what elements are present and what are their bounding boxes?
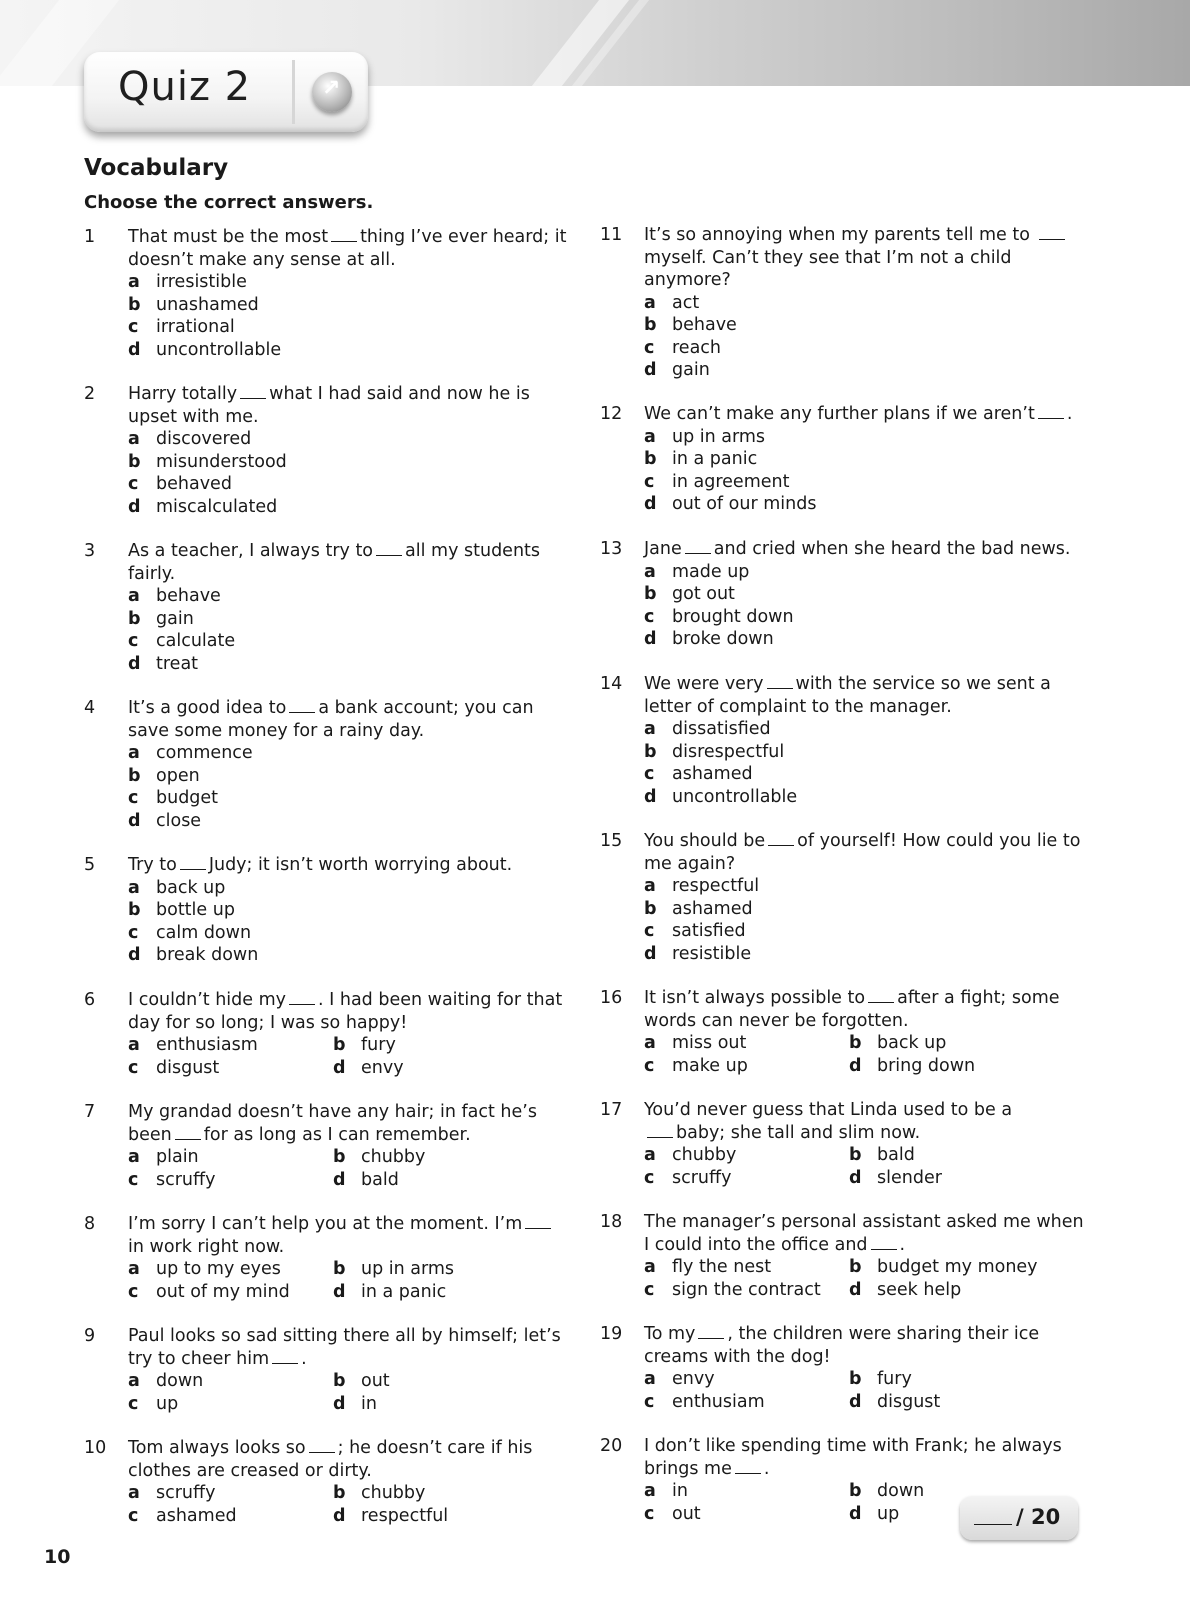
option-list xyxy=(128,585,235,675)
question-stem: Jane and cried when she heard the bad news. xyxy=(644,539,1071,559)
answer-blank[interactable] xyxy=(698,1324,724,1339)
option[interactable]: a act xyxy=(644,292,700,313)
option[interactable]: d bring down xyxy=(849,1055,976,1076)
option-list xyxy=(644,1144,1064,1189)
answer-blank[interactable] xyxy=(871,1235,897,1250)
option[interactable]: a enthusiasm xyxy=(128,1035,258,1055)
question-number: 15 xyxy=(600,831,623,851)
option-list xyxy=(644,426,816,516)
question-stem: I’m sorry I can’t help you at the moment. I’min work right now. xyxy=(128,1213,568,1258)
answer-blank[interactable] xyxy=(272,1349,298,1364)
option[interactable]: b up in arms xyxy=(333,1259,455,1279)
option[interactable]: c calm down xyxy=(128,922,252,943)
option-list xyxy=(644,1032,1064,1077)
option[interactable]: c out xyxy=(644,1503,701,1524)
option[interactable]: c irrational xyxy=(128,317,235,337)
option[interactable]: d resistible xyxy=(644,943,752,964)
option[interactable]: b fury xyxy=(849,1369,912,1389)
option[interactable]: a irresistible xyxy=(128,272,247,292)
question-number: 4 xyxy=(84,698,96,718)
tab-divider xyxy=(292,60,295,124)
option-list xyxy=(128,1146,548,1191)
option[interactable]: b chubby xyxy=(333,1483,426,1503)
option[interactable]: b misunderstood xyxy=(128,451,287,472)
option[interactable]: b chubby xyxy=(333,1147,426,1167)
question-number: 8 xyxy=(84,1214,96,1234)
option-list xyxy=(128,1034,548,1079)
option[interactable]: a up to my eyes xyxy=(128,1259,281,1279)
option[interactable]: d in a panic xyxy=(333,1281,447,1302)
option-list xyxy=(128,1258,548,1303)
question-stem: That must be the most thing I’ve ever heard; it doesn’t make any sense at all. xyxy=(128,227,567,270)
answer-blank[interactable] xyxy=(240,384,266,399)
question-stem: The manager’s personal assistant asked me when I could into the office and . xyxy=(644,1212,1084,1255)
option[interactable]: c behaved xyxy=(128,474,232,494)
option[interactable]: c make up xyxy=(644,1055,748,1076)
option[interactable]: d bald xyxy=(333,1169,399,1190)
option[interactable]: b behave xyxy=(644,315,737,335)
option[interactable]: a fly the nest xyxy=(644,1257,772,1277)
question-stem: It’s a good idea to a bank account; you can save some money for a rainy day. xyxy=(128,698,534,741)
section-title: Vocabulary xyxy=(84,155,229,181)
answer-blank[interactable] xyxy=(768,831,794,846)
option-list xyxy=(644,1368,1064,1413)
answer-blank[interactable] xyxy=(525,1214,551,1229)
question-number: 12 xyxy=(600,404,623,424)
option[interactable]: c reach xyxy=(644,337,722,358)
option[interactable]: a scruffy xyxy=(128,1483,216,1503)
answer-blank[interactable] xyxy=(289,990,315,1005)
option[interactable]: a chubby xyxy=(644,1145,737,1165)
option[interactable]: d treat xyxy=(128,653,199,674)
arrow-circle-icon: ↗ xyxy=(312,72,352,112)
option[interactable]: b in a panic xyxy=(644,449,758,469)
answer-blank[interactable] xyxy=(1039,225,1065,240)
option[interactable]: d disgust xyxy=(849,1391,941,1412)
question-stem: You should be of yourself! How could you lie to me again? xyxy=(644,831,1081,874)
question-stem: My grandad doesn’t have any hair; in fact he’s been for as long as I can remember. xyxy=(128,1102,537,1145)
option[interactable]: a respectful xyxy=(644,876,760,896)
option[interactable]: c sign the contract xyxy=(644,1279,821,1300)
instruction: Choose the correct answers. xyxy=(84,192,374,213)
question-stem: We can’t make any further plans if we aren’t . xyxy=(644,404,1073,424)
option[interactable]: d uncontrollable xyxy=(644,786,798,807)
option[interactable]: a made up xyxy=(644,561,750,582)
option[interactable]: a dissatisfied xyxy=(644,719,771,739)
option[interactable]: d envy xyxy=(333,1057,404,1078)
answer-blank[interactable] xyxy=(175,1125,201,1140)
page-number: 10 xyxy=(44,1546,71,1568)
answer-blank[interactable] xyxy=(767,674,793,689)
question-stem: It’s so annoying when my parents tell me to myself. Can’t they see that I’m not a child anymore? xyxy=(644,224,1074,292)
answer-blank[interactable] xyxy=(180,855,206,870)
score-box xyxy=(960,1496,1078,1540)
option[interactable]: b gain xyxy=(128,608,194,629)
option[interactable]: d close xyxy=(128,810,202,831)
question-number: 16 xyxy=(600,988,623,1008)
question-stem: Tom always looks so ; he doesn’t care if his clothes are creased or dirty. xyxy=(128,1438,533,1481)
question-stem: It isn’t always possible to after a fight; some words can never be forgotten. xyxy=(644,988,1060,1031)
option[interactable]: a miss out xyxy=(644,1033,747,1053)
question-stem: We were very with the service so we sent a letter of complaint to the manager. xyxy=(644,674,1051,717)
option[interactable]: d gain xyxy=(644,360,710,380)
question-stem: To my , the children were sharing their ice creams with the dog! xyxy=(644,1324,1040,1367)
option[interactable]: c in agreement xyxy=(644,471,790,492)
question-stem: Harry totally what I had said and now he is upset with me. xyxy=(128,384,530,427)
score-total: / 20 xyxy=(1016,1505,1061,1529)
question-number: 14 xyxy=(600,674,623,694)
answer-blank[interactable] xyxy=(685,539,711,554)
option[interactable]: b open xyxy=(128,765,200,786)
option[interactable]: c scruffy xyxy=(128,1169,216,1190)
question-stem: I couldn’t hide my . I had been waiting for that day for so long; I was so happy! xyxy=(128,990,563,1033)
question-number: 7 xyxy=(84,1102,96,1122)
option[interactable]: d slender xyxy=(849,1167,942,1188)
option[interactable]: a behave xyxy=(128,586,221,606)
question-number: 11 xyxy=(600,225,623,245)
option[interactable]: c disgust xyxy=(128,1057,220,1078)
option[interactable]: b bottle up xyxy=(128,900,235,920)
question-number: 6 xyxy=(84,990,96,1010)
option-list xyxy=(644,1256,1064,1301)
question-number: 3 xyxy=(84,541,96,561)
option[interactable]: b ashamed xyxy=(644,898,753,919)
answer-blank[interactable] xyxy=(868,988,894,1003)
option[interactable]: a plain xyxy=(128,1147,199,1167)
option-list xyxy=(128,428,287,518)
answer-blank[interactable] xyxy=(1038,404,1064,419)
option-list xyxy=(128,877,258,967)
question-number: 2 xyxy=(84,384,96,404)
quiz-title: Quiz 2 xyxy=(118,64,252,110)
question-stem: You’d never guess that Linda used to be ababy; she tall and slim now. xyxy=(644,1100,1013,1143)
option[interactable]: c scruffy xyxy=(644,1167,732,1188)
option[interactable]: c budget xyxy=(128,788,219,808)
question-number: 18 xyxy=(600,1212,623,1232)
option[interactable]: a discovered xyxy=(128,429,252,449)
option[interactable]: c ashamed xyxy=(644,764,753,784)
question-number: 1 xyxy=(84,227,96,247)
question-number: 13 xyxy=(600,539,623,559)
option[interactable]: d uncontrollable xyxy=(128,339,282,360)
option-list xyxy=(128,1482,548,1527)
option-list xyxy=(644,292,737,382)
question-stem: As a teacher, I always try to all my students fairly. xyxy=(128,541,541,584)
answer-blank[interactable] xyxy=(735,1459,761,1474)
answer-blank[interactable] xyxy=(289,698,315,713)
question-number: 10 xyxy=(84,1438,107,1458)
question-number: 19 xyxy=(600,1324,623,1344)
question-stem: I don’t like spending time with Frank; he always brings me . xyxy=(644,1436,1062,1479)
question-number: 20 xyxy=(600,1436,623,1456)
option[interactable]: c ashamed xyxy=(128,1505,237,1526)
question-number: 9 xyxy=(84,1326,96,1346)
question-stem: Try to Judy; it isn’t worth worrying about. xyxy=(128,855,513,875)
option[interactable]: c satisfied xyxy=(644,921,746,941)
option[interactable]: b back up xyxy=(849,1033,947,1053)
option-list xyxy=(644,875,759,965)
answer-blank[interactable] xyxy=(331,227,357,242)
question-stem: Paul looks so sad sitting there all by himself; let’s try to cheer him . xyxy=(128,1326,561,1369)
option[interactable]: b got out xyxy=(644,584,735,604)
option-list xyxy=(128,742,253,832)
option[interactable]: b fury xyxy=(333,1035,396,1055)
question-number: 17 xyxy=(600,1100,623,1120)
option[interactable]: b down xyxy=(849,1481,925,1501)
score-blank[interactable] xyxy=(974,1524,1012,1525)
banner-streak xyxy=(505,0,644,86)
option[interactable]: a in xyxy=(644,1481,688,1501)
option-list xyxy=(128,1370,548,1415)
option[interactable]: a commence xyxy=(128,743,253,763)
option[interactable]: d broke down xyxy=(644,629,774,649)
option[interactable]: d up xyxy=(849,1503,900,1524)
option[interactable]: d seek help xyxy=(849,1279,962,1300)
option[interactable]: c brought down xyxy=(644,606,794,627)
option[interactable]: b budget my money xyxy=(849,1257,1038,1277)
option[interactable]: d break down xyxy=(128,945,259,965)
option[interactable]: b unashamed xyxy=(128,294,259,315)
quiz-title-tab xyxy=(84,52,368,132)
answer-blank[interactable] xyxy=(647,1123,673,1138)
option[interactable]: c up xyxy=(128,1393,179,1414)
option[interactable]: d miscalculated xyxy=(128,496,278,517)
option[interactable]: b out xyxy=(333,1371,390,1391)
option-list xyxy=(128,271,281,361)
option[interactable]: d out of our minds xyxy=(644,494,817,514)
option[interactable]: c calculate xyxy=(128,631,236,651)
option[interactable]: a up in arms xyxy=(644,426,766,447)
option-list xyxy=(644,561,794,651)
option[interactable]: c enthusiam xyxy=(644,1391,765,1412)
question-number: 5 xyxy=(84,855,96,875)
option[interactable]: a envy xyxy=(644,1369,715,1389)
option-list xyxy=(644,718,797,808)
answer-blank[interactable] xyxy=(376,541,402,556)
option[interactable]: b bald xyxy=(849,1145,915,1165)
option[interactable]: c out of my mind xyxy=(128,1281,290,1302)
option[interactable]: d respectful xyxy=(333,1505,449,1526)
answer-blank[interactable] xyxy=(309,1438,335,1453)
option[interactable]: b disrespectful xyxy=(644,741,785,762)
option[interactable]: a down xyxy=(128,1371,204,1391)
option[interactable]: d in xyxy=(333,1393,377,1414)
option[interactable]: a back up xyxy=(128,877,226,898)
